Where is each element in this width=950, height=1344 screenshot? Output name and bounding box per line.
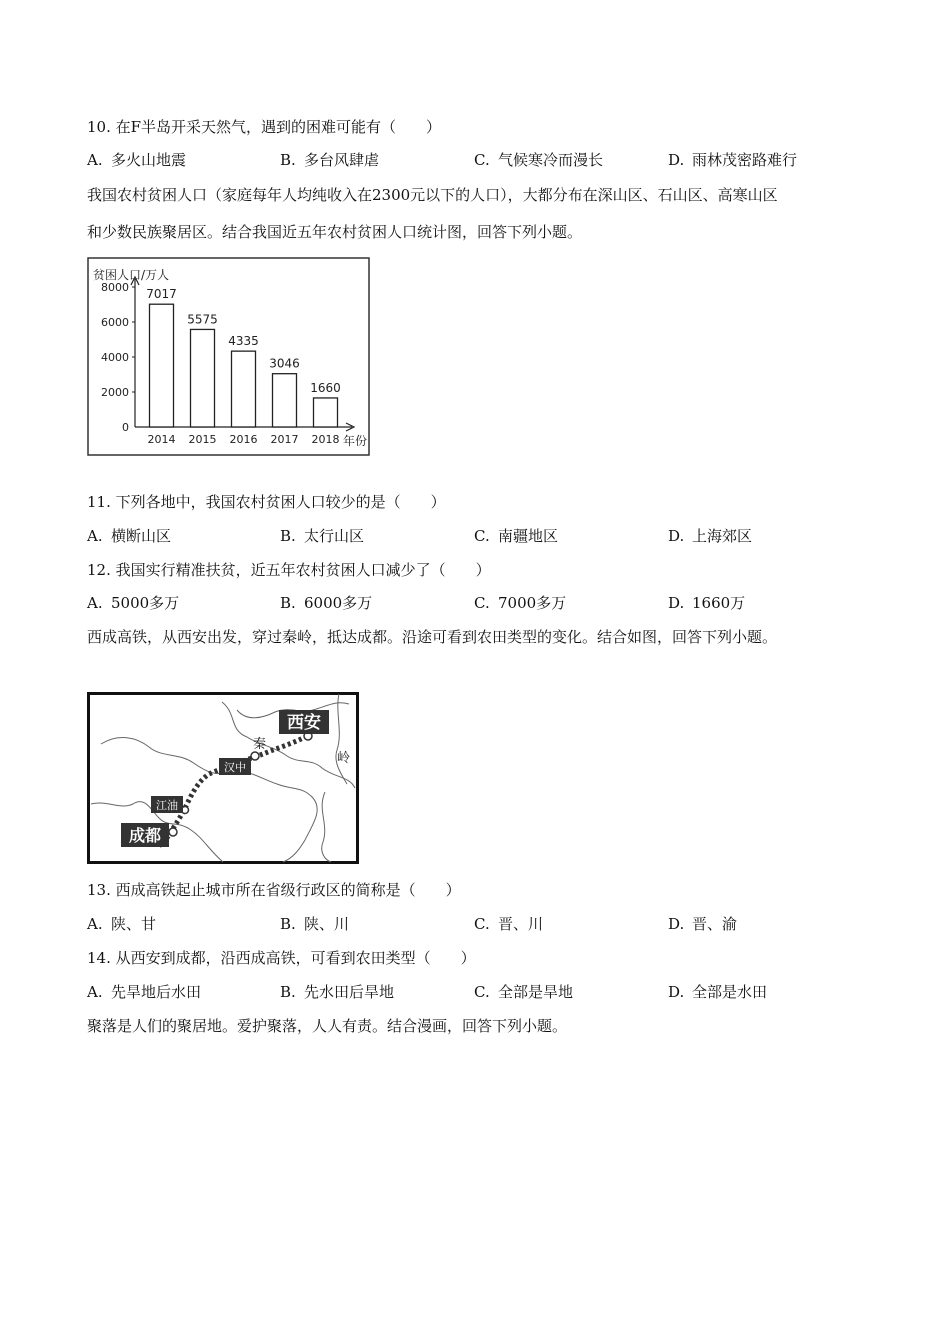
question-14-options [87,982,887,1002]
question-11-options [87,526,887,546]
bar-value-label: 1660 [310,380,341,395]
bar-value-label: 7017 [146,287,177,302]
question-10-stem: 10. 在F半岛开采天然气，遇到的困难可能有（ ） [87,118,442,136]
intro-paragraph-2: 西成高铁，从西安出发，穿过秦岭，抵达成都。沿途可看到农田类型的变化。结合如图，回答下列小题。 [87,628,778,646]
bar [150,304,174,427]
y-tick-label: 4000 [101,351,129,364]
option-d: D. 上海郊区 [668,527,753,545]
question-10-options [87,150,887,170]
y-axis-label: 贫困人口/万人 [93,268,170,282]
question-11-stem: 11. 下列各地中，我国农村贫困人口较少的是（ ） [87,493,446,511]
chengdu-label: 成都 [128,826,162,845]
option-d: D. 1660万 [668,594,746,612]
x-tick-label: 2016 [229,433,258,446]
y-tick-label: 8000 [101,281,129,294]
bar-value-label: 4335 [228,334,259,349]
bar [232,351,256,427]
y-tick-label: 2000 [101,386,129,399]
jiangyou-label: 江油 [156,799,178,812]
option-a: A. 陕、甘 [87,915,157,933]
x-tick-label: 2015 [188,433,217,446]
x-tick-label: 2018 [311,433,340,446]
option-b: B. 6000多万 [280,594,373,612]
intro-paragraph-1-line-1: 我国农村贫困人口（家庭每年人均纯收入在2300元以下的人口），大都分布在深山区、石山区、高寒山区 [87,186,778,204]
intro-paragraph-1-line-2: 和少数民族聚居区。结合我国近五年农村贫困人口统计图，回答下列小题。 [87,223,583,241]
y-tick-label: 6000 [101,316,129,329]
option-c: C. 7000多万 [474,594,567,612]
option-a: A. 先旱地后水田 [87,983,202,1001]
option-b: B. 太行山区 [280,527,365,545]
option-a: A. 5000多万 [87,594,180,612]
y-tick-label: 0 [122,421,129,434]
bar-value-label: 3046 [269,356,300,371]
question-12-options [87,593,887,613]
hanzhong-point [251,752,259,760]
intro-paragraph-3: 聚落是人们的聚居地。爱护聚落，人人有责。结合漫画，回答下列小题。 [87,1017,568,1035]
option-d: D. 雨林茂密路难行 [668,151,798,169]
option-c: C. 南疆地区 [474,527,559,545]
question-13-options [87,914,887,934]
bar-value-label: 5575 [187,312,218,327]
x-axis-label: 年份 [343,434,368,448]
bar-chart-svg [87,257,372,457]
chengdu-point [169,828,177,836]
bar [314,398,338,427]
question-14-stem: 14. 从西安到成都，沿西成高铁，可看到农田类型（ ） [87,949,476,967]
question-13-stem: 13. 西成高铁起止城市所在省级行政区的简称是（ ） [87,881,461,899]
option-b: B. 陕、川 [280,915,350,933]
bar [191,329,215,427]
x-tick-label: 2014 [147,433,176,446]
option-a: A. 横断山区 [87,527,172,545]
option-c: C. 全部是旱地 [474,983,574,1001]
option-c: C. 晋、川 [474,915,544,933]
option-a: A. 多火山地震 [87,151,187,169]
ling-label: 岭 [337,751,351,766]
map-svg [87,692,359,864]
option-b: B. 先水田后旱地 [280,983,395,1001]
hanzhong-label: 汉中 [224,761,246,774]
option-b: B. 多台风肆虐 [280,151,380,169]
xicheng-railway-map [87,692,359,868]
qin-label: 秦 [253,737,267,752]
option-d: D. 晋、渝 [668,915,738,933]
xian-label: 西安 [287,713,321,733]
bar [273,374,297,427]
question-12-stem: 12. 我国实行精准扶贫，近五年农村贫困人口减少了（ ） [87,561,491,579]
option-d: D. 全部是水田 [668,983,768,1001]
option-c: C. 气候寒冷而漫长 [474,151,604,169]
poverty-population-chart [87,257,372,461]
x-tick-label: 2017 [270,433,299,446]
